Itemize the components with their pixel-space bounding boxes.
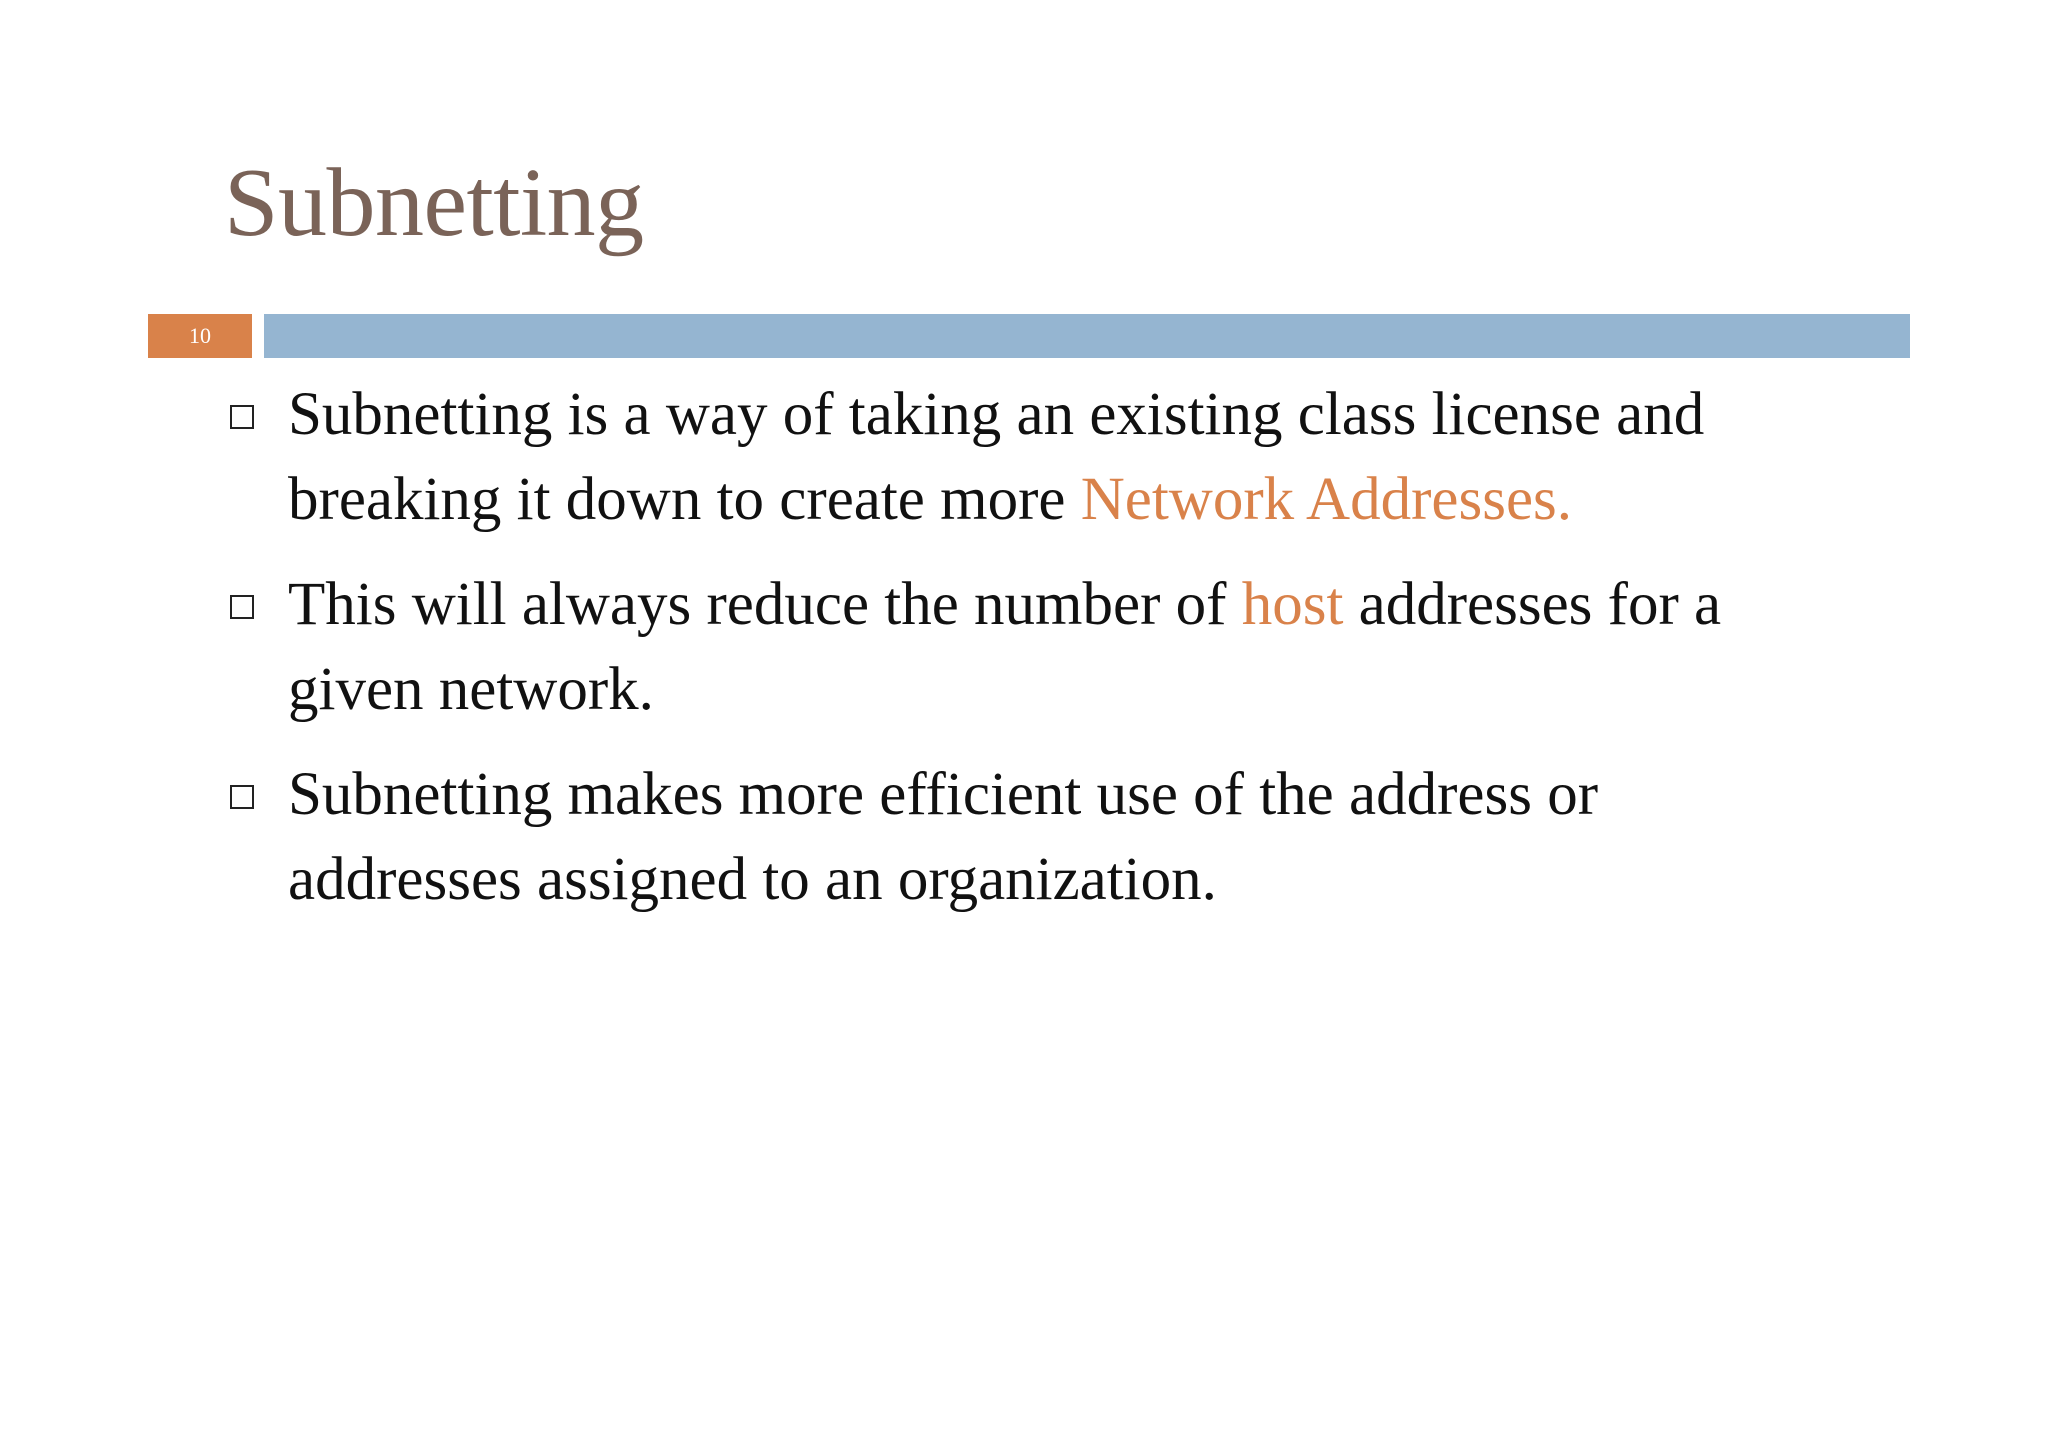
bullet-item bbox=[230, 372, 1830, 542]
page-number: 10 bbox=[189, 323, 211, 348]
hollow-square-icon bbox=[230, 595, 254, 619]
highlight-text: Network Addresses. bbox=[1080, 466, 1573, 533]
bullet-text: Subnetting is a way of taking an existing class license and breaking it down to create more bbox=[288, 381, 1705, 533]
title-divider-bar bbox=[264, 314, 1910, 358]
page-number-box bbox=[148, 314, 252, 358]
hollow-square-icon bbox=[230, 405, 254, 429]
bullet-item bbox=[230, 562, 1830, 732]
bullet-list bbox=[230, 372, 1830, 942]
bullet-item bbox=[230, 752, 1830, 922]
hollow-square-icon bbox=[230, 785, 254, 809]
bullet-text: addresses for a given network. bbox=[288, 571, 1722, 723]
bullet-text: Subnetting makes more efficient use of the address or addresses assigned to an organization. bbox=[288, 761, 1599, 913]
highlight-text: host bbox=[1241, 571, 1344, 638]
bullet-text: This will always reduce the number of bbox=[288, 571, 1242, 638]
slide-title: Subnetting bbox=[224, 149, 644, 257]
